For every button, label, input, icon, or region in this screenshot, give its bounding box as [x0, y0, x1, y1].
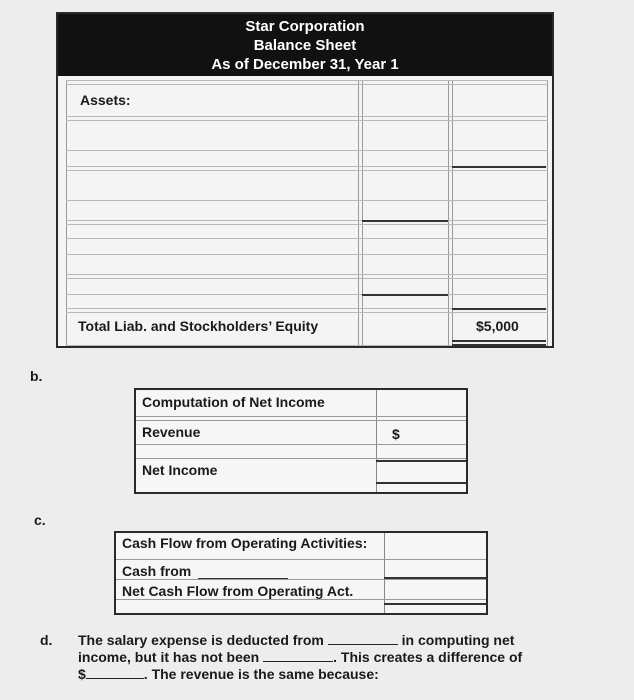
grid-row-line: [66, 254, 548, 255]
grid-row-line: [66, 312, 548, 313]
revenue-label: Revenue: [142, 424, 201, 440]
assets-label: Assets:: [80, 92, 131, 108]
part-d-paragraph: [78, 632, 522, 683]
statement-date: As of December 31, Year 1: [211, 56, 399, 73]
part-d-text: $: [78, 666, 86, 682]
grid-row-line: [66, 116, 548, 117]
subtotal-underline: [452, 166, 546, 168]
currency-symbol: $: [392, 426, 400, 442]
total-underline: [384, 603, 486, 605]
net-income-table: [134, 388, 468, 494]
table-row-line: [116, 599, 486, 600]
answer-blank[interactable]: [328, 632, 398, 645]
net-income-label: Net Income: [142, 462, 218, 478]
grid-row-line: [66, 224, 548, 225]
cash-from-label: Cash from: [122, 563, 192, 579]
grid-row-line: [66, 200, 548, 201]
grid-row-line: [66, 120, 548, 121]
balance-sheet-grid: [66, 80, 548, 346]
part-d-line-3: [78, 666, 522, 683]
grid-row-line: [66, 238, 548, 239]
subtotal-underline: [376, 460, 466, 462]
part-d-text: . The revenue is the same because:: [143, 666, 379, 682]
net-cash-flow-label: Net Cash Flow from Operating Act.: [122, 583, 354, 599]
answer-blank[interactable]: [86, 666, 144, 679]
table-row-line: [136, 416, 466, 417]
part-b-letter: b.: [30, 368, 43, 384]
table-row-line: [136, 420, 466, 421]
grid-row-line: [66, 170, 548, 171]
answer-blank[interactable]: [263, 649, 333, 662]
table-col-line: [384, 533, 385, 613]
table-col-line: [376, 390, 377, 492]
grid-row-line: [66, 84, 548, 85]
part-d-text: income, but it has not been: [78, 649, 260, 665]
cash-flow-title: Cash Flow from Operating Activities:: [122, 535, 368, 551]
total-liab-equity-label: Total Liab. and Stockholders’ Equity: [78, 318, 319, 334]
part-d-text: . This creates a difference of: [333, 649, 523, 665]
balance-sheet: [56, 12, 554, 348]
grid-row-line: [66, 278, 548, 279]
subtotal-underline: [362, 294, 448, 296]
part-d-line-1: [78, 632, 522, 649]
grid-row-line: [66, 274, 548, 275]
statement-title: Balance Sheet: [253, 37, 357, 54]
cash-from-blank: [198, 578, 288, 579]
subtotal-underline: [384, 577, 486, 579]
total-underline: [376, 482, 466, 484]
total-liab-equity-value: $5,000: [476, 318, 519, 334]
grid-row-line: [66, 220, 548, 221]
net-income-title: Computation of Net Income: [142, 394, 325, 410]
grid-row-line: [66, 294, 548, 295]
subtotal-underline: [452, 308, 546, 310]
part-c-letter: c.: [34, 512, 46, 528]
part-d-text: The salary expense is deducted from: [78, 632, 324, 648]
grid-row-line: [66, 150, 548, 151]
subtotal-underline: [362, 220, 448, 222]
grid-row-line: [66, 80, 548, 81]
cash-flow-table: [114, 531, 488, 615]
part-d-text: in computing net: [401, 632, 515, 648]
total-double-underline: [452, 344, 546, 346]
total-double-underline: [452, 340, 546, 342]
part-d-line-2: [78, 649, 522, 666]
balance-sheet-header: [58, 14, 552, 76]
table-row-line: [136, 458, 466, 459]
table-row-line: [116, 579, 486, 580]
table-row-line: [136, 444, 466, 445]
company-name: Star Corporation: [245, 18, 365, 35]
part-d-letter: d.: [40, 632, 53, 648]
table-row-line: [116, 559, 486, 560]
